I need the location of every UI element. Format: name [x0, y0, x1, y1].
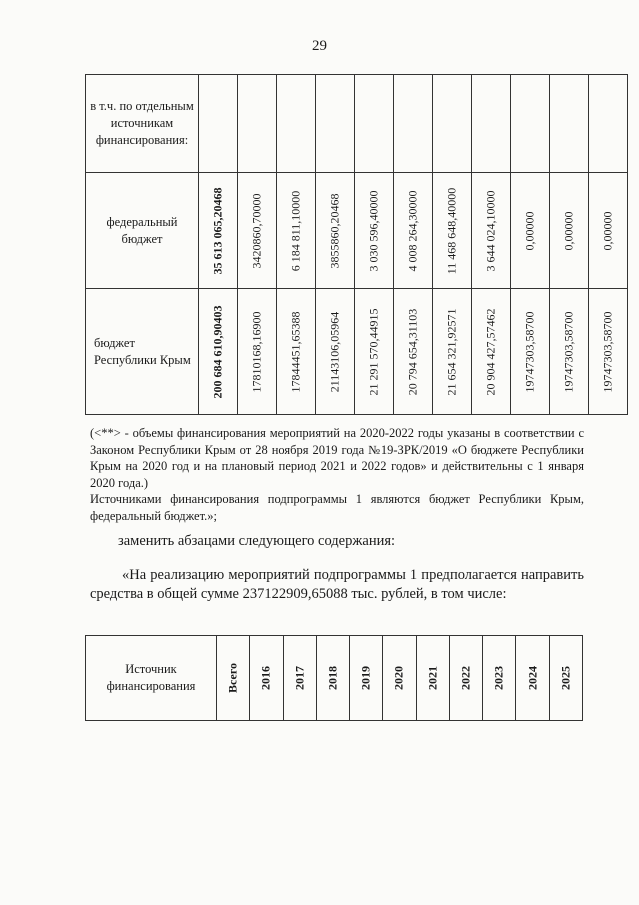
value-cell: 3 644 024,10000	[472, 173, 511, 289]
value-cell: 19747303,58700	[511, 289, 550, 415]
table-row	[86, 173, 628, 289]
value-cell	[433, 75, 472, 173]
value-cell: 3420860,70000	[238, 173, 277, 289]
column-header: 2022	[449, 636, 482, 721]
row-label: федеральный бюджет	[86, 173, 199, 289]
table-row	[86, 75, 628, 173]
column-header: 2020	[383, 636, 416, 721]
table-header-row	[86, 636, 583, 721]
value-cell	[511, 75, 550, 173]
total-cell: 35 613 065,20468	[199, 173, 238, 289]
value-cell: 17844451,65388	[277, 289, 316, 415]
value-cell: 19747303,58700	[550, 289, 589, 415]
column-header: 2019	[350, 636, 383, 721]
value-cell: 20 904 427,57462	[472, 289, 511, 415]
source-table	[85, 635, 583, 721]
value-cell: 20 794 654,31103	[394, 289, 433, 415]
quoted-paragraph: «На реализацию мероприятий подпрограммы 1 предполагается направить средства в общей сумме 237122909,65088 тыс. рублей, в том числе:	[90, 567, 584, 603]
footnote-paragraph: Источниками финансирования подпрограммы 1 являются бюджет Республики Крым, федеральный бюджет.»;	[90, 492, 584, 523]
value-cell: 3855860,20468	[316, 173, 355, 289]
row-label: в т.ч. по отдельным источникам финансирования:	[86, 75, 199, 173]
value-cell	[589, 75, 628, 173]
value-cell: 0,00000	[550, 173, 589, 289]
table-row	[86, 289, 628, 415]
column-header: 2016	[250, 636, 283, 721]
funding-table	[85, 74, 628, 415]
value-cell: 17810168,16900	[238, 289, 277, 415]
value-cell	[238, 75, 277, 173]
value-cell	[394, 75, 433, 173]
value-cell	[316, 75, 355, 173]
column-header: 2025	[549, 636, 582, 721]
replace-instruction: заменить абзацами следующего содержания:	[118, 533, 396, 549]
column-header: 2024	[516, 636, 549, 721]
value-cell	[472, 75, 511, 173]
value-cell: 11 468 648,40000	[433, 173, 472, 289]
value-cell: 6 184 811,10000	[277, 173, 316, 289]
value-cell: 0,00000	[589, 173, 628, 289]
value-cell: 21143106,05964	[316, 289, 355, 415]
column-header: 2023	[483, 636, 516, 721]
value-cell: 21 291 570,44915	[355, 289, 394, 415]
page-number: 29	[312, 38, 327, 54]
total-cell	[199, 75, 238, 173]
column-header: 2017	[283, 636, 316, 721]
column-header: 2021	[416, 636, 449, 721]
value-cell	[550, 75, 589, 173]
footnote	[90, 425, 584, 524]
column-header: 2018	[316, 636, 349, 721]
value-cell: 3 030 596,40000	[355, 173, 394, 289]
footnote-paragraph: (<**> - объемы финансирования мероприятий на 2020-2022 годы указаны в соответствии с Законом Республики Крым от 28 ноября 2019 года №19-ЗРК/2019 «О бюджете Республики Крым на 2020 год и на плановый период 2021 и 2022 годов» и действительны с 1 января 2020 года.)	[90, 426, 584, 490]
value-cell	[277, 75, 316, 173]
total-cell: 200 684 610,90403	[199, 289, 238, 415]
value-cell: 4 008 264,30000	[394, 173, 433, 289]
value-cell: 19747303,58700	[589, 289, 628, 415]
source-header: Источник финансирования	[86, 636, 217, 721]
value-cell	[355, 75, 394, 173]
value-cell: 21 654 321,92571	[433, 289, 472, 415]
row-label: бюджет Республики Крым	[86, 289, 199, 415]
column-header: Всего	[217, 636, 250, 721]
value-cell: 0,00000	[511, 173, 550, 289]
